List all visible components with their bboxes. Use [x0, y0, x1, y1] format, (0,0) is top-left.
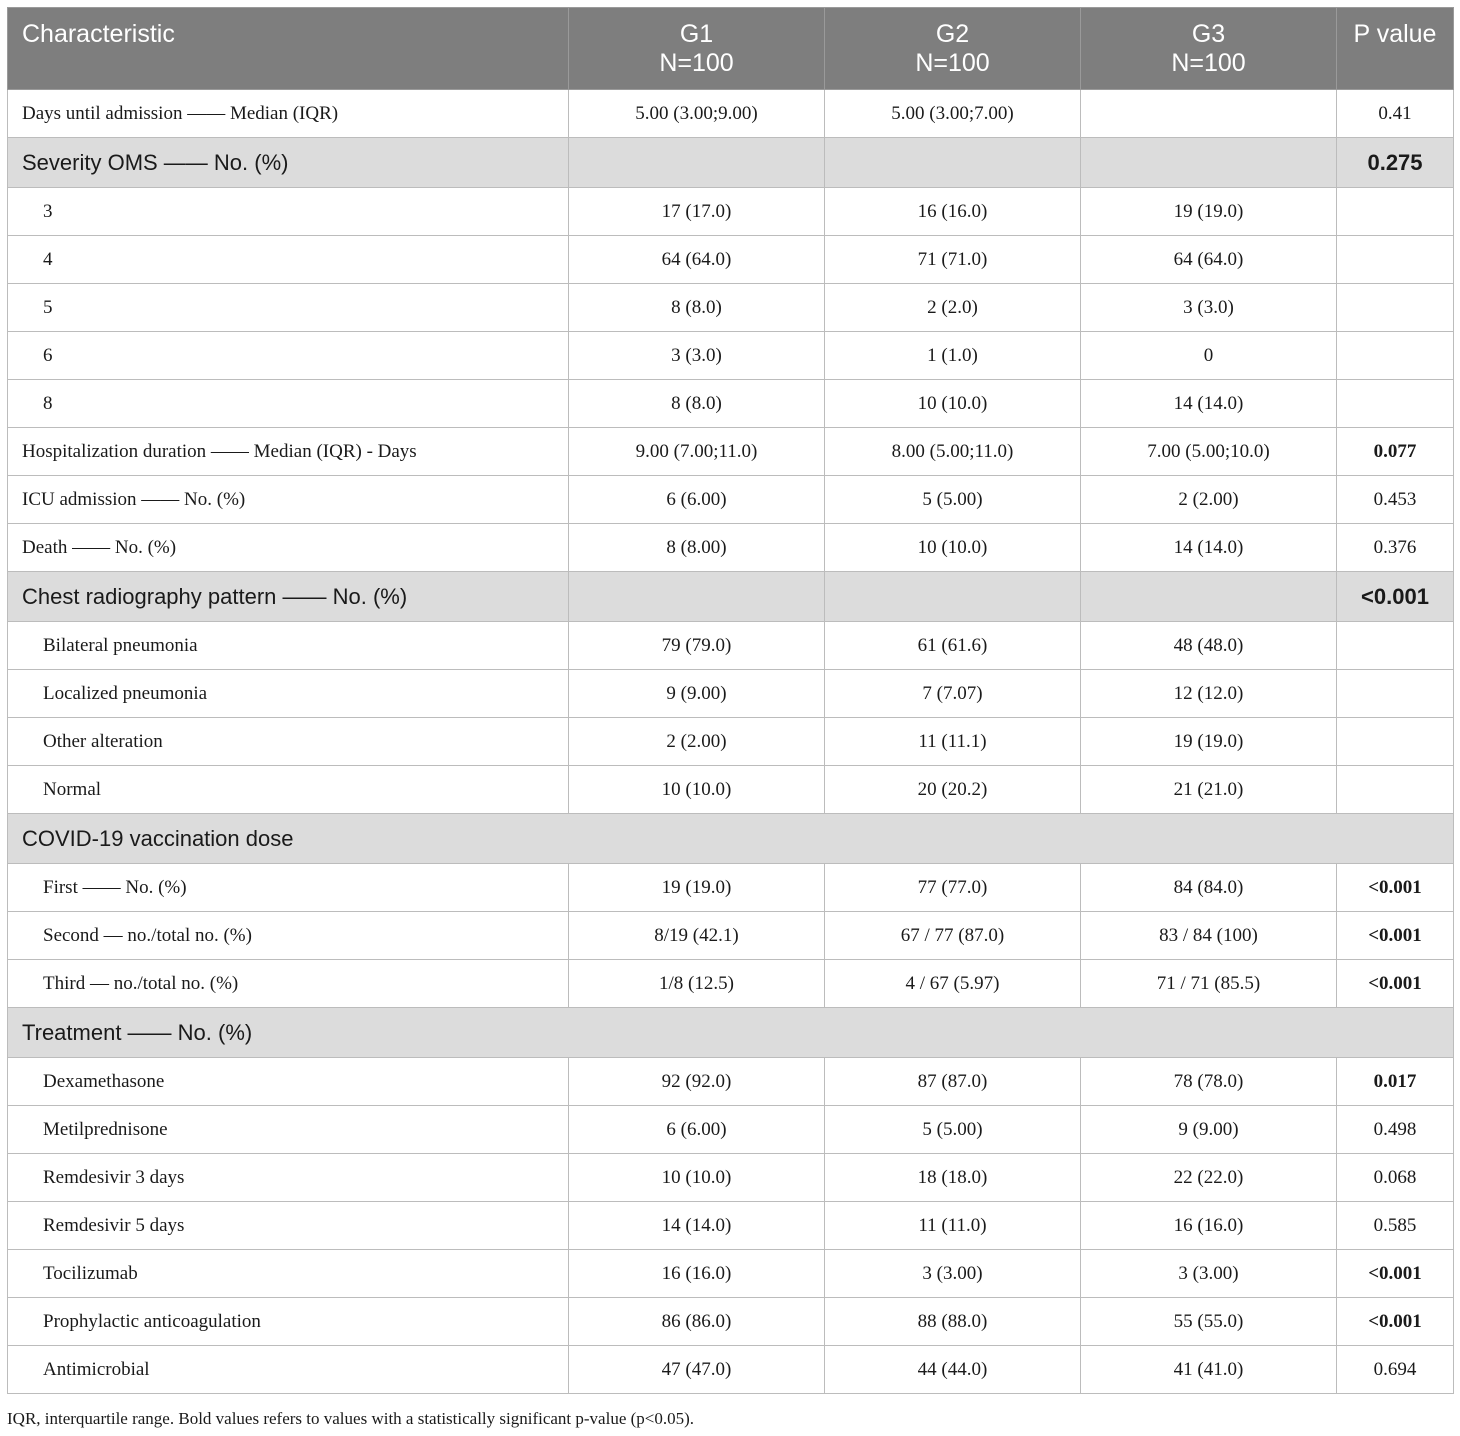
- p-value-cell: [1337, 670, 1454, 718]
- table-row: [8, 1346, 1454, 1394]
- g1-cell: 19 (19.0): [569, 864, 825, 912]
- g2-cell: 4 / 67 (5.97): [825, 960, 1081, 1008]
- row-label: 3: [8, 188, 569, 236]
- g1-cell: 3 (3.0): [569, 332, 825, 380]
- row-label: Normal: [8, 766, 569, 814]
- g3-cell: 78 (78.0): [1081, 1058, 1337, 1106]
- g1-cell: [569, 572, 825, 622]
- g2-cell: [825, 138, 1081, 188]
- row-label: 4: [8, 236, 569, 284]
- p-value-cell: [1337, 188, 1454, 236]
- header-p-value: P value: [1337, 8, 1454, 90]
- g2-cell: [825, 572, 1081, 622]
- p-value-cell: [1337, 236, 1454, 284]
- g1-cell: 86 (86.0): [569, 1298, 825, 1346]
- row-label: Localized pneumonia: [8, 670, 569, 718]
- g2-cell: 87 (87.0): [825, 1058, 1081, 1106]
- section-label: Chest radiography pattern —— No. (%): [8, 572, 569, 622]
- header-g2: [825, 8, 1081, 90]
- table-row: [8, 1202, 1454, 1250]
- g1-cell: 17 (17.0): [569, 188, 825, 236]
- table-row: [8, 188, 1454, 236]
- table-row: [8, 1298, 1454, 1346]
- g1-cell: 92 (92.0): [569, 1058, 825, 1106]
- section-label: Severity OMS —— No. (%): [8, 138, 569, 188]
- g2-cell: 20 (20.2): [825, 766, 1081, 814]
- g2-cell: 5.00 (3.00;7.00): [825, 90, 1081, 138]
- g2-cell: 7 (7.07): [825, 670, 1081, 718]
- g1-cell: 47 (47.0): [569, 1346, 825, 1394]
- section-label: Treatment —— No. (%): [8, 1008, 1454, 1058]
- p-value-cell: [1337, 332, 1454, 380]
- g1-cell: 9.00 (7.00;11.0): [569, 428, 825, 476]
- table-row: [8, 670, 1454, 718]
- p-value-cell: [1337, 380, 1454, 428]
- row-label: Death —— No. (%): [8, 524, 569, 572]
- table-row: [8, 718, 1454, 766]
- row-label: Antimicrobial: [8, 1346, 569, 1394]
- table-row: [8, 476, 1454, 524]
- g1-cell: 8 (8.00): [569, 524, 825, 572]
- g3-cell: 71 / 71 (85.5): [1081, 960, 1337, 1008]
- table-row: [8, 766, 1454, 814]
- row-label: Hospitalization duration —— Median (IQR) - Days: [8, 428, 569, 476]
- section-row: [8, 814, 1454, 864]
- g1-cell: 14 (14.0): [569, 1202, 825, 1250]
- g3-cell: 55 (55.0): [1081, 1298, 1337, 1346]
- g2-cell: 88 (88.0): [825, 1298, 1081, 1346]
- g3-cell: 19 (19.0): [1081, 188, 1337, 236]
- row-label: Prophylactic anticoagulation: [8, 1298, 569, 1346]
- g3-cell: 7.00 (5.00;10.0): [1081, 428, 1337, 476]
- g2-cell: 77 (77.0): [825, 864, 1081, 912]
- table-row: [8, 1058, 1454, 1106]
- g1-cell: 16 (16.0): [569, 1250, 825, 1298]
- table-header-row: [8, 8, 1454, 90]
- table-row: [8, 622, 1454, 670]
- header-g1: [569, 8, 825, 90]
- g2-cell: 61 (61.6): [825, 622, 1081, 670]
- table-row: [8, 284, 1454, 332]
- characteristics-table: [7, 7, 1454, 1394]
- g3-cell: 19 (19.0): [1081, 718, 1337, 766]
- g3-cell: 0: [1081, 332, 1337, 380]
- header-g2-n: N=100: [915, 49, 990, 77]
- p-value-cell: 0.694: [1337, 1346, 1454, 1394]
- table-row: [8, 524, 1454, 572]
- g2-cell: 71 (71.0): [825, 236, 1081, 284]
- table-row: [8, 864, 1454, 912]
- header-characteristic: Characteristic: [8, 8, 569, 90]
- row-label: Bilateral pneumonia: [8, 622, 569, 670]
- p-value-cell: 0.498: [1337, 1106, 1454, 1154]
- g1-cell: 5.00 (3.00;9.00): [569, 90, 825, 138]
- table-row: [8, 428, 1454, 476]
- row-label: First —— No. (%): [8, 864, 569, 912]
- row-label: Second — no./total no. (%): [8, 912, 569, 960]
- header-g3-name: G3: [1191, 20, 1226, 48]
- p-value-cell: [1337, 766, 1454, 814]
- p-value-cell: [1337, 284, 1454, 332]
- p-value-cell: 0.585: [1337, 1202, 1454, 1250]
- p-value-cell: [1337, 622, 1454, 670]
- row-label: 6: [8, 332, 569, 380]
- table-row: [8, 90, 1454, 138]
- g3-cell: 14 (14.0): [1081, 380, 1337, 428]
- p-value-cell: 0.275: [1337, 138, 1454, 188]
- p-value-cell: <0.001: [1337, 864, 1454, 912]
- table-row: [8, 236, 1454, 284]
- g1-cell: [569, 138, 825, 188]
- g3-cell: [1081, 138, 1337, 188]
- p-value-cell: <0.001: [1337, 912, 1454, 960]
- g2-cell: 3 (3.00): [825, 1250, 1081, 1298]
- table-container: [7, 7, 1453, 1394]
- g3-cell: 16 (16.0): [1081, 1202, 1337, 1250]
- table-row: [8, 380, 1454, 428]
- g2-cell: 10 (10.0): [825, 524, 1081, 572]
- header-g1-n: N=100: [659, 49, 734, 77]
- table-row: [8, 1106, 1454, 1154]
- row-label: Dexamethasone: [8, 1058, 569, 1106]
- p-value-cell: <0.001: [1337, 960, 1454, 1008]
- section-row: [8, 1008, 1454, 1058]
- g1-cell: 6 (6.00): [569, 1106, 825, 1154]
- p-value-cell: <0.001: [1337, 572, 1454, 622]
- g1-cell: 1/8 (12.5): [569, 960, 825, 1008]
- g1-cell: 8/19 (42.1): [569, 912, 825, 960]
- row-label: Third — no./total no. (%): [8, 960, 569, 1008]
- g2-cell: 5 (5.00): [825, 476, 1081, 524]
- row-label: 8: [8, 380, 569, 428]
- section-row: [8, 572, 1454, 622]
- p-value-cell: 0.41: [1337, 90, 1454, 138]
- row-label: Tocilizumab: [8, 1250, 569, 1298]
- g3-cell: 84 (84.0): [1081, 864, 1337, 912]
- p-value-cell: 0.376: [1337, 524, 1454, 572]
- g1-cell: 8 (8.0): [569, 284, 825, 332]
- row-label: Remdesivir 3 days: [8, 1154, 569, 1202]
- g3-cell: 64 (64.0): [1081, 236, 1337, 284]
- p-value-cell: 0.068: [1337, 1154, 1454, 1202]
- p-value-cell: 0.077: [1337, 428, 1454, 476]
- g3-cell: 3 (3.0): [1081, 284, 1337, 332]
- row-label: ICU admission —— No. (%): [8, 476, 569, 524]
- g2-cell: 5 (5.00): [825, 1106, 1081, 1154]
- section-row: [8, 138, 1454, 188]
- g3-cell: 21 (21.0): [1081, 766, 1337, 814]
- section-label: COVID-19 vaccination dose: [8, 814, 1454, 864]
- header-g3-n: N=100: [1171, 49, 1246, 77]
- g2-cell: 1 (1.0): [825, 332, 1081, 380]
- p-value-cell: <0.001: [1337, 1250, 1454, 1298]
- g3-cell: 3 (3.00): [1081, 1250, 1337, 1298]
- g1-cell: 9 (9.00): [569, 670, 825, 718]
- p-value-cell: 0.017: [1337, 1058, 1454, 1106]
- table-row: [8, 332, 1454, 380]
- p-value-cell: <0.001: [1337, 1298, 1454, 1346]
- g3-cell: [1081, 572, 1337, 622]
- g2-cell: 10 (10.0): [825, 380, 1081, 428]
- header-g2-name: G2: [935, 20, 970, 48]
- g3-cell: [1081, 90, 1337, 138]
- g2-cell: 16 (16.0): [825, 188, 1081, 236]
- table-row: [8, 1154, 1454, 1202]
- table-row: [8, 960, 1454, 1008]
- table-row: [8, 1250, 1454, 1298]
- g1-cell: 10 (10.0): [569, 1154, 825, 1202]
- g1-cell: 10 (10.0): [569, 766, 825, 814]
- table-row: [8, 912, 1454, 960]
- g3-cell: 22 (22.0): [1081, 1154, 1337, 1202]
- header-g1-name: G1: [679, 20, 714, 48]
- row-label: Metilprednisone: [8, 1106, 569, 1154]
- table-footnote: IQR, interquartile range. Bold values refers to values with a statistically significant p-value (p<0.05).: [7, 1409, 695, 1428]
- row-label: Remdesivir 5 days: [8, 1202, 569, 1250]
- g2-cell: 11 (11.1): [825, 718, 1081, 766]
- g3-cell: 9 (9.00): [1081, 1106, 1337, 1154]
- g2-cell: 11 (11.0): [825, 1202, 1081, 1250]
- row-label: Other alteration: [8, 718, 569, 766]
- g2-cell: 67 / 77 (87.0): [825, 912, 1081, 960]
- g3-cell: 2 (2.00): [1081, 476, 1337, 524]
- g1-cell: 64 (64.0): [569, 236, 825, 284]
- g1-cell: 79 (79.0): [569, 622, 825, 670]
- header-g3: [1081, 8, 1337, 90]
- g1-cell: 2 (2.00): [569, 718, 825, 766]
- g3-cell: 48 (48.0): [1081, 622, 1337, 670]
- g3-cell: 14 (14.0): [1081, 524, 1337, 572]
- p-value-cell: 0.453: [1337, 476, 1454, 524]
- g2-cell: 44 (44.0): [825, 1346, 1081, 1394]
- g2-cell: 18 (18.0): [825, 1154, 1081, 1202]
- g3-cell: 83 / 84 (100): [1081, 912, 1337, 960]
- p-value-cell: [1337, 718, 1454, 766]
- g3-cell: 41 (41.0): [1081, 1346, 1337, 1394]
- g3-cell: 12 (12.0): [1081, 670, 1337, 718]
- g1-cell: 6 (6.00): [569, 476, 825, 524]
- row-label: Days until admission —— Median (IQR): [8, 90, 569, 138]
- g1-cell: 8 (8.0): [569, 380, 825, 428]
- row-label: 5: [8, 284, 569, 332]
- g2-cell: 8.00 (5.00;11.0): [825, 428, 1081, 476]
- g2-cell: 2 (2.0): [825, 284, 1081, 332]
